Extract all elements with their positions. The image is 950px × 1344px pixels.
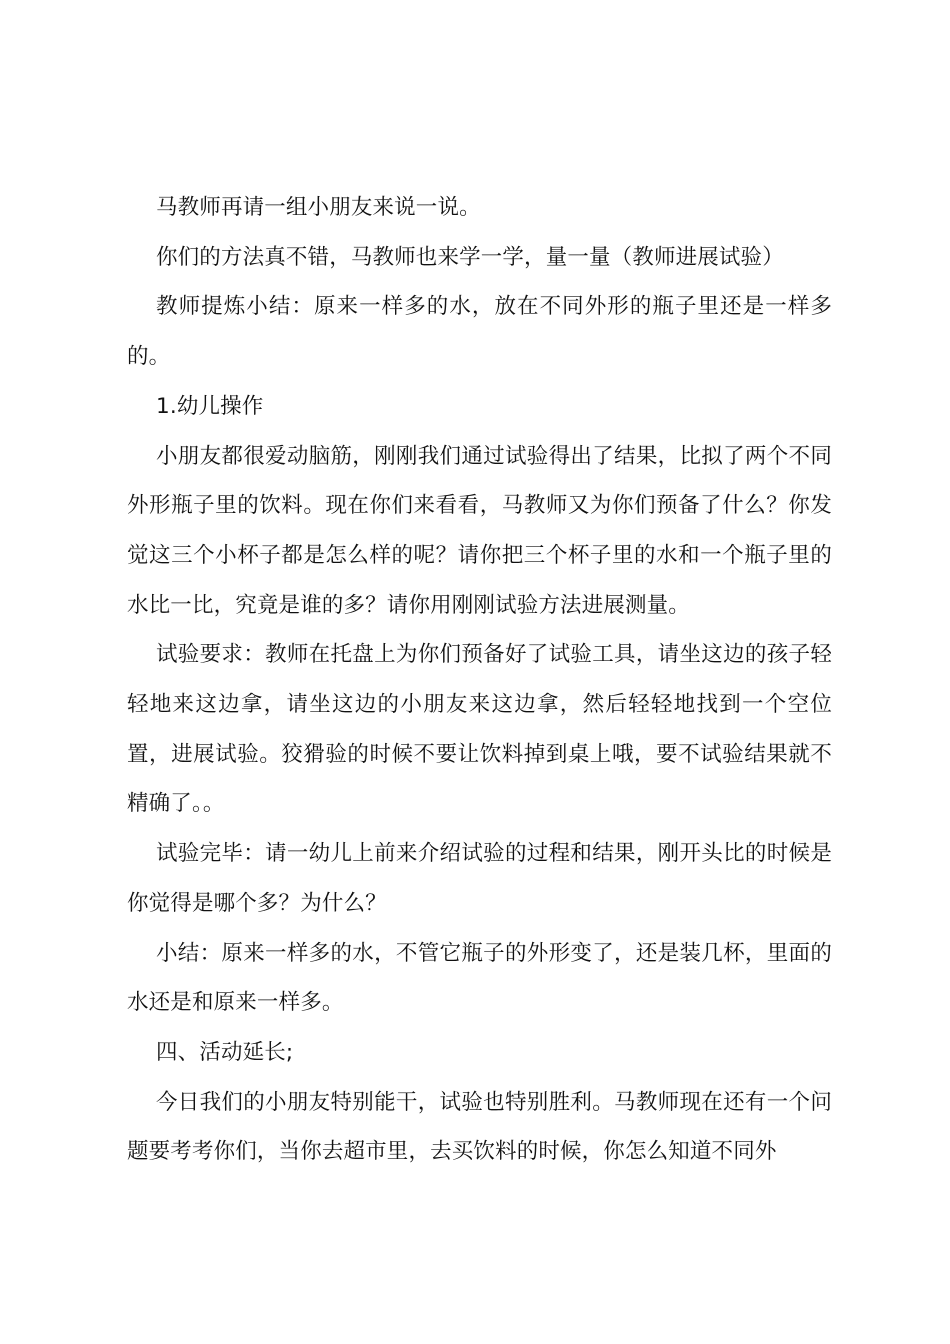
paragraph-teacher-demo: 你们的方法真不错，马教师也来学一学，量一量（教师进展试验）	[156, 244, 784, 270]
paragraph-teacher-summary: 教师提炼小结：原来一样多的水，放在不同外形的瓶子里还是一样多的。	[127, 294, 832, 370]
document-body	[127, 183, 832, 1177]
section-heading-activity-extension: 四、活动延长;	[156, 1039, 294, 1065]
paragraph-extension-question: 今日我们的小朋友特别能干，试验也特别胜利。马教师现在还有一个问题要考考你们，当你去超市里，去买饮料的时候，你怎么知道不同外	[127, 1089, 832, 1165]
paragraph-summary: 小结：原来一样多的水，不管它瓶子的外形变了，还是装几杯，里面的水还是和原来一样多。	[127, 940, 832, 1016]
paragraph-operation-intro: 小朋友都很爱动脑筋，刚刚我们通过试验得出了结果，比拟了两个不同外形瓶子里的饮料。现在你们来看看，马教师又为你们预备了什么？你发觉这三个小杯子都是怎么样的呢？请你把三个杯子里的水和一个瓶子里的水比一比，究竟是谁的多？请你用刚刚试验方法进展测量。	[127, 443, 832, 618]
paragraph-experiment-requirements: 试验要求：教师在托盘上为你们预备好了试验工具，请坐这边的孩子轻轻地来这边拿，请坐这边的小朋友来这边拿，然后轻轻地找到一个空位置，进展试验。狡猾验的时候不要让饮料掉到桌上哦，要不试验结果就不精确了。。	[127, 642, 832, 817]
paragraph-experiment-finished: 试验完毕：请一幼儿上前来介绍试验的过程和结果，刚开头比的时候是你觉得是哪个多？为什么？	[127, 841, 832, 916]
section-heading-child-operation: 1.幼儿操作	[156, 393, 264, 419]
paragraph-recap-request: 马教师再请一组小朋友来说一说。	[156, 195, 481, 220]
